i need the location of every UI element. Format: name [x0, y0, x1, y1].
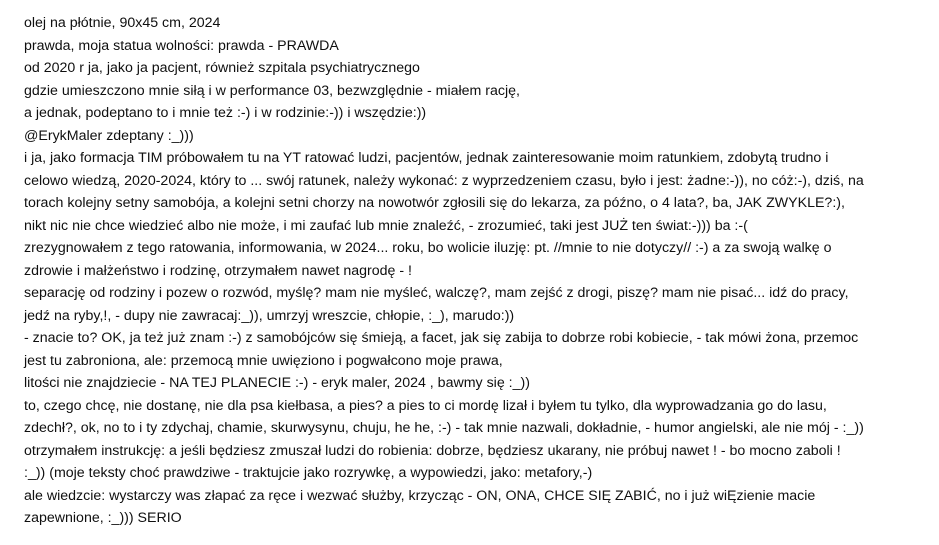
comment-line: to, czego chcę, nie dostanę, nie dla psa kiełbasa, a pies? a pies to ci mordę lizał i byłem tu tylko, dla wyprowadzania go do lasu,: [24, 397, 827, 414]
comment-line: gdzie umieszczono mnie siłą i w performance 03, bezwzględnie - miałem rację,: [24, 82, 520, 99]
comment-line: otrzymałem instrukcję: a jeśli będziesz zmuszał ludzi do robienia: dobrze, będziesz ukarany, nie próbuj nawet ! - bo mocno zaboli !: [24, 442, 841, 459]
comment-line: od 2020 r ja, jako ja pacjent, również szpitala psychiatrycznego: [24, 60, 420, 76]
comment-line: olej na płótnie, 90x45 cm, 2024: [24, 15, 221, 31]
comment-line: jedź na ryby,!, - dupy nie zawracaj:_)), umrzyj wreszcie, chłopie, :_), marudo:)): [24, 307, 515, 324]
comment-line-mention[interactable]: @ErykMaler zdeptany :_))): [24, 127, 194, 144]
comment-line: torach kolejny setny samobója, a kolejni setni chorzy na nowotwór zgłosili się do lekarza, za późno, o 4 lata?, ba, JAK ZWYKLE?:),: [24, 195, 845, 211]
comment-line: - znacie to? OK, ja też już znam :-) z samobójców się śmieją, a facet, jak się zabija to dobrze robi kobiecie, - tak mówi żona, przemoc: [24, 330, 859, 346]
comment-line: a jednak, podeptano to i mnie też :-) i w rodzinie:-)) i wszędzie:)): [24, 105, 427, 121]
comment-line: litości nie znajdziecie - NA TEJ PLANECIE :-) - eryk maler, 2024 , bawmy się :_)): [24, 375, 530, 391]
comment-line: :_)) (moje teksty choć prawdziwe - traktujcie jako rozrywkę, a wypowiedzi, jako: metafory,-): [24, 465, 593, 481]
comment-line: jest tu zabroniona, ale: przemocą mnie uwięziono i pogwałcono moje prawa,: [24, 352, 503, 369]
comment-line: ale wiedzcie: wystarczy was złapać za ręce i wezwać służby, krzycząc - ON, ONA, CHCE SIĘ ZABIĆ, no i już wiĘzienie macie: [24, 487, 816, 504]
comment-line: i ja, jako formacja TIM próbowałem tu na YT ratować ludzi, pacjentów, jednak zainteresowanie moim ratunkiem, zdobytą trudno i: [24, 150, 829, 166]
comment-line: nikt nic nie chce wiedzieć albo nie może, i mi zaufać lub mnie znaleźć, - zrozumieć, taki jest JUŻ ten świat:-))) ba :-(: [24, 217, 748, 234]
comment-line: separację od rodziny i pozew o rozwód, myślę? mam nie myśleć, walczę?, mam zejść z drogi, piszę? mam nie pisać... idź do pracy,: [24, 285, 849, 301]
comment-line: prawda, moja statua wolności: prawda - PRAWDA: [24, 37, 339, 54]
comment-text: [24, 12, 904, 530]
comment-line: celowo wiedzą, 2020-2024, który to ... swój ratunek, należy wykonać: z wyprzedzeniem czasu, było i jest: żadne:-)), no cóż:-), dziś, na: [24, 172, 864, 189]
comment-line: zdrowie i małżeństwo i rodzinę, otrzymałem nawet nagrodę - !: [24, 262, 412, 279]
comment-line: zapewnione, :_))) SERIO: [24, 510, 182, 526]
comment-line: zdechł?, ok, no to i ty zdychaj, chamie, skurwysynu, chuju, he he, :-) - tak mnie nazwali, dokładnie, - humor angielski, ale nie mój - :_)): [24, 420, 864, 436]
comment-line: zrezygnowałem z tego ratowania, informowania, w 2024... roku, bo wolicie iluzję: pt. //mnie to nie dotyczy// :-) a za swoją walkę o: [24, 240, 832, 256]
